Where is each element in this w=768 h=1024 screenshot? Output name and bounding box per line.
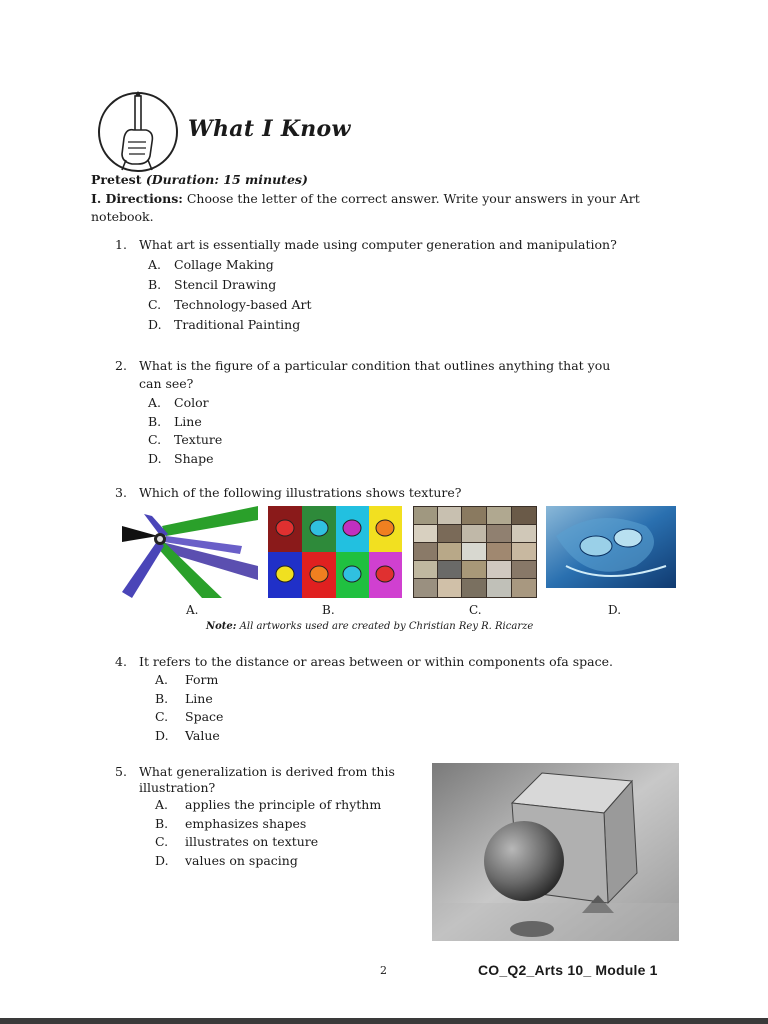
option-c[interactable]: C. Space: [155, 709, 224, 724]
option-a[interactable]: A. Form: [155, 672, 219, 687]
illustration-label-d: D.: [608, 603, 622, 617]
question-5-options: [155, 796, 381, 870]
option-c[interactable]: C. illustrates on texture: [155, 834, 319, 849]
question-number: 1.: [115, 237, 127, 252]
option-d[interactable]: D. Shape: [148, 450, 214, 466]
question-stem: Which of the following illustrations shows texture?: [139, 485, 462, 500]
question-1-options: [148, 256, 311, 336]
question-stem-line-1: What is the figure of a particular condition that outlines anything that you: [139, 358, 611, 373]
section-title: What I Know: [188, 116, 351, 142]
question-stem: It refers to the distance or areas between or within components ofa space.: [139, 654, 613, 669]
pretest-duration: (Duration: 15 minutes): [145, 172, 308, 187]
illustration-label-a: A.: [186, 603, 199, 617]
option-b[interactable]: B. Stencil Drawing: [148, 277, 277, 292]
question-stem: What art is essentially made using computer generation and manipulation?: [139, 237, 617, 252]
option-c[interactable]: C. Texture: [148, 432, 223, 447]
bottom-border: [0, 1018, 768, 1024]
pretest-label: Pretest: [91, 172, 142, 187]
question-2: [115, 357, 695, 395]
question-stem-line-2: illustration?: [139, 780, 216, 795]
illustration-c-texture-grid[interactable]: [413, 506, 537, 598]
illustration-b-color-grid[interactable]: [268, 506, 402, 598]
question-number: 2.: [115, 358, 127, 373]
page-number: 2: [380, 964, 387, 977]
option-d[interactable]: D. Traditional Painting: [148, 317, 301, 332]
pretest-line: [91, 172, 308, 187]
question-4: [115, 653, 685, 673]
option-b[interactable]: B. Line: [155, 690, 213, 706]
question-number: 5.: [115, 764, 127, 779]
option-d[interactable]: D. values on spacing: [155, 852, 298, 868]
hand-pencil-icon: [96, 90, 180, 174]
option-a[interactable]: A. applies the principle of rhythm: [155, 797, 382, 812]
directions-text: Choose the letter of the correct answer. Write your answers in your Art notebook.: [91, 191, 640, 224]
illustration-a-lines[interactable]: [122, 506, 258, 598]
module-code: CO_Q2_Arts 10_ Module 1: [478, 962, 658, 978]
question-2-options: [148, 394, 222, 468]
question-1: [115, 236, 685, 256]
illustration-label-b: B.: [322, 603, 335, 617]
option-b[interactable]: B. Line: [148, 413, 202, 429]
note-text: All artworks used are created by Christian Rey R. Ricarze: [236, 621, 534, 632]
question-3: [115, 484, 615, 504]
directions-label: I. Directions:: [91, 191, 183, 206]
directions: [91, 190, 681, 226]
question-stem-line-2: can see?: [139, 376, 194, 391]
note-label: Note:: [206, 621, 237, 632]
still-life-drawing-photo: [432, 763, 679, 941]
option-d[interactable]: D. Value: [155, 727, 220, 743]
option-a[interactable]: A. Color: [148, 395, 209, 410]
question-stem-line-1: What generalization is derived from this: [139, 764, 395, 779]
question-number: 3.: [115, 485, 127, 500]
artwork-credit-note: [206, 621, 533, 632]
option-c[interactable]: C. Technology-based Art: [148, 297, 312, 312]
illustration-d-blue-abstract[interactable]: [546, 506, 676, 588]
question-4-options: [155, 671, 223, 745]
option-b[interactable]: B. emphasizes shapes: [155, 815, 307, 831]
question-number: 4.: [115, 654, 127, 669]
option-a[interactable]: A. Collage Making: [148, 257, 274, 272]
illustration-label-c: C.: [469, 603, 482, 617]
